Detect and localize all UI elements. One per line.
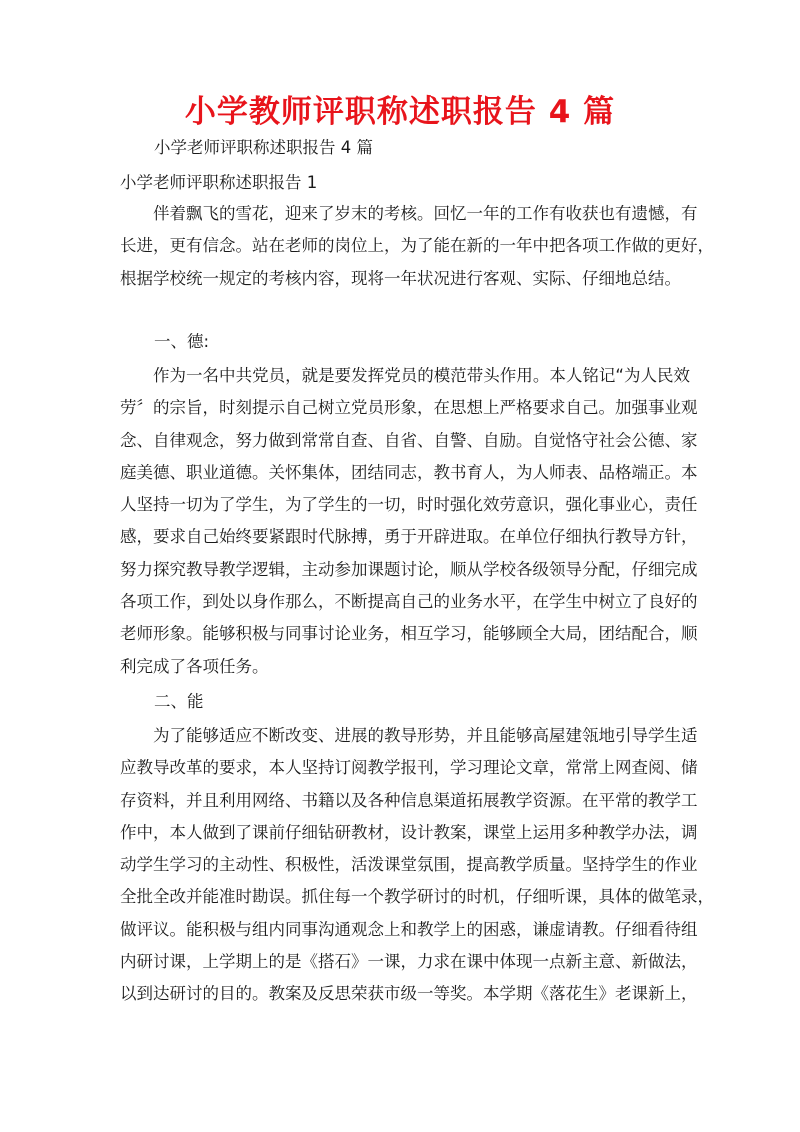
paragraph-line: 作中，本人做到了课前仔细钻研教材，设计教案，课堂上运用多种教学办法，调 — [120, 822, 698, 842]
paragraph-line: 伴着飘飞的雪花，迎来了岁末的考核。回忆一年的工作有收获也有遗憾，有 — [153, 204, 698, 223]
heading-ability: 二、能 — [154, 692, 204, 711]
paragraph-line: 以到达研讨的目的。教案及反思荣获市级一等奖。本学期《落花生》老课新上， — [120, 984, 698, 1004]
paragraph-line: 应教导改革的要求，本人坚持订阅教学报刊，学习理论文章，常常上网查阅、储 — [120, 758, 698, 778]
document-subtitle: 小学老师评职称述职报告 4 篇 — [154, 138, 373, 157]
paragraph-line: 长进，更有信念。站在老师的岗位上，为了能在新的一年中把各项工作做的更好， — [120, 236, 714, 256]
paragraph-line: 全批全改并能准时勘误。抓住每一个教学研讨的时机，仔细听课，具体的做笔录， — [120, 887, 714, 907]
paragraph-morality — [120, 360, 698, 683]
paragraph-line: 动学生学习的主动性、积极性，活泼课堂氛围，提高教学质量。坚持学生的作业 — [120, 855, 698, 875]
paragraph-line: 内研讨课，上学期上的是《搭石》一课，力求在课中体现一点新主意、新做法， — [120, 952, 698, 972]
paragraph-line: 作为一名中共党员，就是要发挥党员的模范带头作用。本人铭记“为人民效 — [153, 366, 690, 385]
paragraph-line: 感，要求自己始终要紧跟时代脉搏，勇于开辟进取。在单位仔细执行教导方针， — [120, 527, 698, 547]
paragraph-line: 存资料，并且利用网络、书籍以及各种信息渠道拓展教学资源。在平常的教学工 — [120, 790, 698, 810]
paragraph-line: 人坚持一切为了学生，为了学生的一切，时时强化效劳意识，强化事业心，责任 — [120, 495, 698, 515]
paragraph-line: 做评议。能积极与组内同事沟通观念上和教学上的困惑，谦虚请教。仔细看待组 — [120, 919, 698, 939]
paragraph-line: 利完成了各项任务。 — [120, 656, 269, 676]
report-heading: 小学老师评职称述职报告 1 — [120, 173, 318, 192]
paragraph-line: 老师形象。能够积极与同事讨论业务，相互学习，能够顾全大局，团结配合，顺 — [120, 624, 698, 644]
paragraph-line: 根据学校统一规定的考核内容，现将一年状况进行客观、实际、仔细地总结。 — [120, 268, 681, 288]
paragraph-line: 各项工作，到处以身作那么，不断提高自己的业务水平，在学生中树立了良好的 — [120, 592, 698, 612]
document-title: 小学教师评职称述职报告 4 篇 — [184, 94, 616, 130]
paragraph-line: 庭美德、职业道德。关怀集体，团结同志，教书育人，为人师表、品格端正。本 — [120, 462, 698, 482]
heading-morality: 一、德: — [154, 332, 210, 351]
paragraph-line: 为了能够适应不断改变、进展的教导形势，并且能够高屋建瓴地引导学生适 — [153, 726, 698, 745]
paragraph-line: 努力探究教导教学逻辑，主动参加课题讨论，顺从学校各级领导分配，仔细完成 — [120, 559, 698, 579]
paragraph-ability — [120, 720, 714, 1011]
paragraph-line: 念、自律观念，努力做到常常自查、自省、自警、自励。自觉恪守社会公德、家 — [120, 430, 698, 450]
paragraph-line: 劳〞的宗旨，时刻提示自己树立党员形象，在思想上严格要求自己。加强事业观 — [120, 398, 698, 418]
paragraph-intro — [120, 198, 714, 295]
